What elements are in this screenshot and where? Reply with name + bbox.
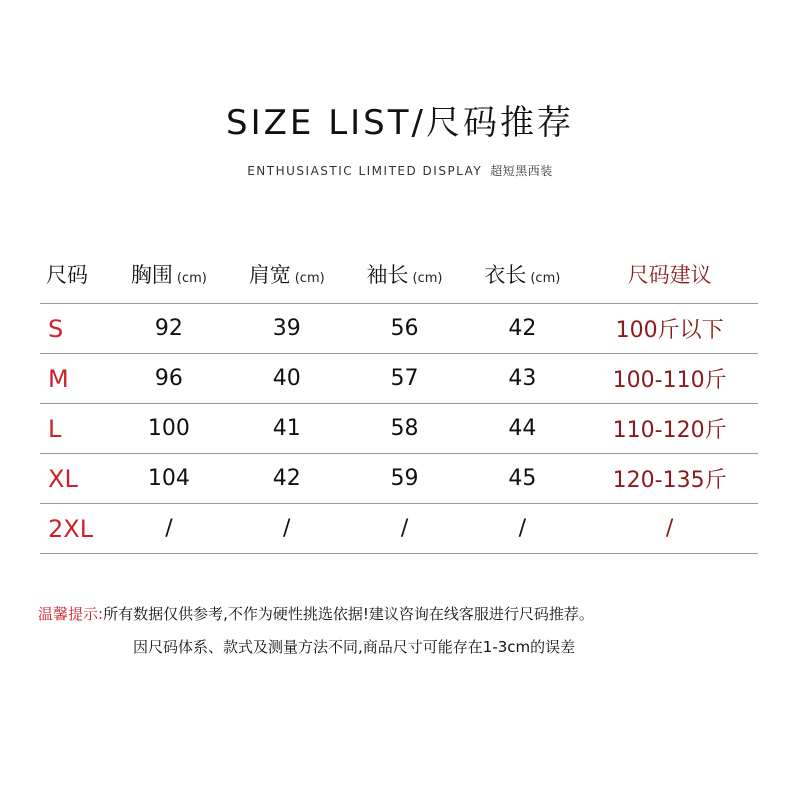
note-line-2: 因尺码体系、款式及测量方法不同,商品尺寸可能存在1-3cm的误差 — [133, 638, 576, 656]
page-title: SIZE LIST/尺码推荐 — [226, 103, 574, 143]
size-table — [40, 245, 758, 554]
cell-shoulder: 40 — [228, 354, 346, 404]
cell-size: M — [40, 354, 110, 404]
cell-sleeve: 57 — [346, 354, 464, 404]
cell-length: / — [463, 504, 581, 554]
cell-chest: 100 — [110, 404, 228, 454]
column-header-label: 肩宽 — [248, 263, 291, 287]
column-header-label: 袖长 — [366, 263, 409, 287]
cell-chest: / — [110, 504, 228, 554]
column-header-advice — [581, 245, 758, 304]
cell-shoulder: / — [228, 504, 346, 554]
cell-sleeve: 58 — [346, 404, 464, 454]
column-header-sleeve — [346, 245, 464, 304]
column-header-label: 胸围 — [130, 263, 173, 287]
cell-sleeve: 59 — [346, 454, 464, 504]
column-header-unit: (cm) — [176, 271, 207, 286]
note-label: 温馨提示: — [38, 605, 104, 623]
cell-shoulder: 42 — [228, 454, 346, 504]
column-header-shoulder — [228, 245, 346, 304]
cell-size: 2XL — [40, 504, 110, 554]
cell-size: S — [40, 304, 110, 354]
cell-size: L — [40, 404, 110, 454]
subtitle-cn: 超短黑西装 — [490, 164, 553, 178]
column-header-unit: (cm) — [412, 271, 443, 286]
subtitle-en: ENTHUSIASTIC LIMITED DISPLAY — [247, 164, 483, 178]
cell-length: 43 — [463, 354, 581, 404]
cell-advice: 120-135斤 — [581, 454, 758, 504]
cell-sleeve: / — [346, 504, 464, 554]
cell-size: XL — [40, 454, 110, 504]
table-row — [40, 354, 758, 404]
cell-length: 45 — [463, 454, 581, 504]
column-header-unit: (cm) — [530, 271, 561, 286]
cell-chest: 96 — [110, 354, 228, 404]
cell-chest: 92 — [110, 304, 228, 354]
table-header-row — [40, 245, 758, 304]
cell-shoulder: 39 — [228, 304, 346, 354]
table-row — [40, 504, 758, 554]
table-row — [40, 404, 758, 454]
note-text-1: 所有数据仅供参考,不作为硬性挑选依据!建议咨询在线客服进行尺码推荐。 — [103, 605, 594, 623]
column-header-length — [463, 245, 581, 304]
cell-advice: 100斤以下 — [581, 304, 758, 354]
cell-shoulder: 41 — [228, 404, 346, 454]
column-header-label: 尺码 — [46, 263, 88, 287]
column-header-chest — [110, 245, 228, 304]
cell-advice: 100-110斤 — [581, 354, 758, 404]
column-header-label: 尺码建议 — [627, 263, 712, 287]
cell-advice: 110-120斤 — [581, 404, 758, 454]
cell-advice: / — [581, 504, 758, 554]
column-header-size — [40, 245, 110, 304]
table-row — [40, 454, 758, 504]
cell-sleeve: 56 — [346, 304, 464, 354]
note-line-1 — [0, 598, 800, 631]
cell-chest: 104 — [110, 454, 228, 504]
column-header-unit: (cm) — [294, 271, 325, 286]
subtitle — [0, 162, 800, 180]
notes — [0, 598, 800, 664]
cell-length: 42 — [463, 304, 581, 354]
column-header-label: 衣长 — [484, 263, 527, 287]
cell-length: 44 — [463, 404, 581, 454]
table-row — [40, 304, 758, 354]
